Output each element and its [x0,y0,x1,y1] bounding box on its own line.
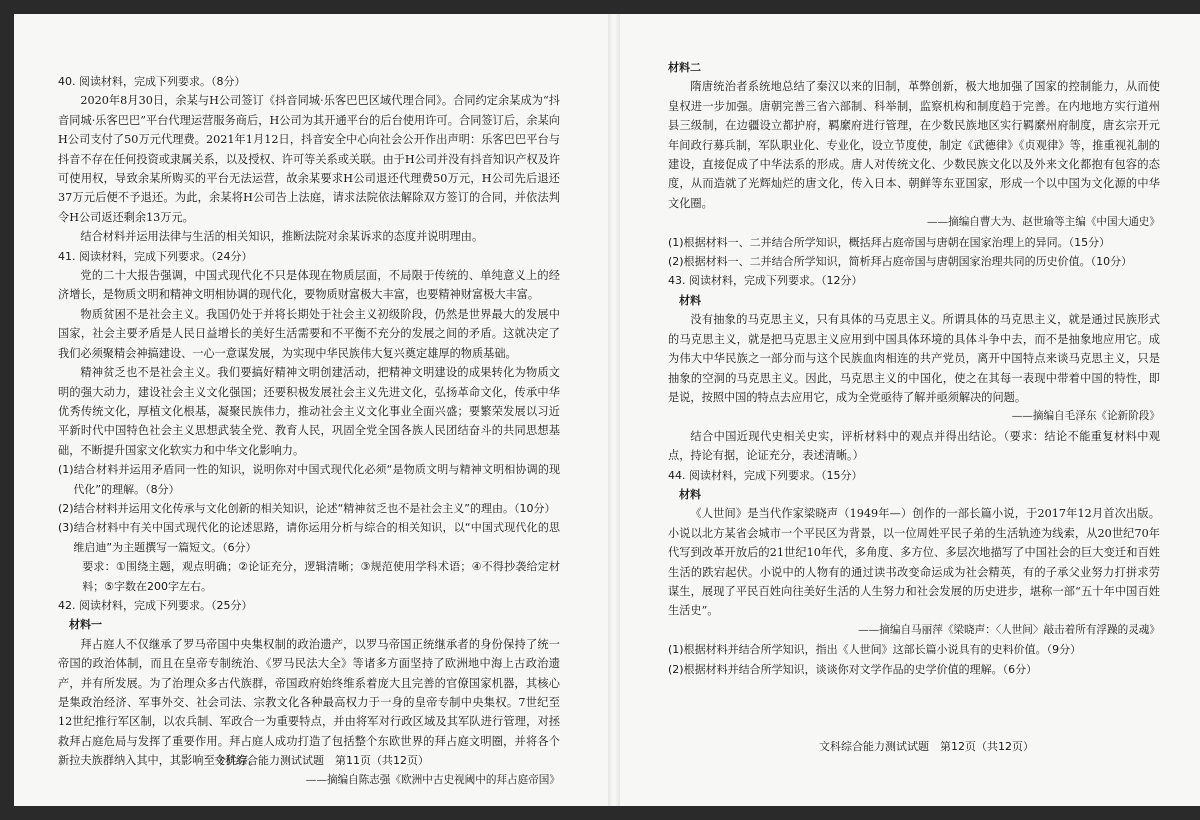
q44-material: 《人世间》是当代作家梁晓声（1949年—）创作的一部长篇小说，于2017年12月首次出版。小说以北方某省会城市一个平民区为背景，以一位周姓平民子弟的生活轨迹为线索，从20世纪70年代写到改革开放后的21世纪10年代，多角度、多方位、多层次地描写了中国社会的巨大变迁和百姓生活的跌宕起伏。小说中的人物有的通过读书改变命运成为社会精英，有的子承父业努力打拼求劳谋生，展现了平民百姓向往美好生活的人生努力和社会发展的历史进步，堪称一部“五十年中国百姓生活史”。 [668,507,1160,618]
page-12 [624,14,1200,806]
q41-sub-2: (2)结合材料并运用文化传承与文化创新的相关知识，论述“精神贫乏也不是社会主义”的理由。（10分） [58,501,556,515]
scan-border-left [0,0,14,820]
q42-material-2: 隋唐统治者系统地总结了秦汉以来的旧制，革弊创新，极大地加强了国家的控制能力，从而使皇权进一步加强。唐朝完善三省六部制、科举制，监察机构和制度趋于完善。在内地地方实行道州县三级制，在边疆设立都护府，羁縻府进行管理，在少数民族地区实行羁縻州府制度，唐玄宗开元年间政行募兵制，军队职业化、专业化，设立节度使，制定《武德律》《贞观律》等，推重视礼制的建设，直接促成了中华法系的形成。唐人对传统文化、少数民族文化以及外来文化都抱有包容的态度，从而造就了光辉灿烂的唐文化，传入日本、朝鲜等东亚国家，形成一个以中国为文化源的中华文化圈。 [668,80,1160,210]
q41-paragraph-1: 党的二十大报告强调，中国式现代化不只是体现在物质层面，不局限于传统的、单纯意义上的经济增长，是物质文明和精神文明相协调的现代化，要物质财富极大丰富，也要精神财富极大丰富。 [58,269,560,302]
page-12-footer: 文科综合能力测试试题 第12页（共12页） [819,740,1034,753]
q43-material-source: ——摘编自毛泽东《论新阶段》 [1011,410,1160,423]
q44-sub-1: (1)根据材料并结合所学知识，指出《人世间》这部长篇小说具有的史料价值。（9分） [668,643,1082,657]
page-gutter [608,14,620,806]
q44-sub-2: (2)根据材料并结合所学知识，谈谈你对文学作品的史学价值的理解。（6分） [668,662,1038,676]
q40-requirement: 结合材料并运用法律与生活的相关知识，推断法院对余某诉求的态度并说明理由。 [80,230,484,244]
q42-title: 42. 阅读材料，完成下列要求。（25分） [58,598,253,612]
scan-border-top [0,0,1200,14]
q42-material-1: 拜占庭人不仅继承了罗马帝国中央集权制的政治遗产，以罗马帝国正统继承者的身份保持了统一帝国的政治体制，而且在皇帝专制统治、《罗马民法大全》等诸多方面坚持了欧洲地中海上古政治遗产，并有所发展。为了治理众多古代族群，帝国政府始终维系着庞大且完善的官僚国家机器，其核心是集政治经济、军事外交、社会司法、宗教文化各种最高权力于一身的皇帝专制中央集权。7世纪至12世纪推行军区制，以农兵制、军政合一为重要特点，并由将军对行政区域及其军队进行管理，对拯救拜占庭危局与发挥了重要作用。拜占庭人成功打造了包括整个东欧世界的拜占庭文明圈，并将各个新拉夫族群纳入其中，其影响至今犹存。 [58,637,560,768]
q43-requirement: 结合中国近现代史相关史实，评析材料中的观点并得出结论。（要求：结论不能重复材料中观点，持论有据，论证充分，表述清晰。） [668,429,1160,463]
q42-sub-1: (1)根据材料一、二并结合所学知识，概括拜占庭帝国与唐朝在国家治理上的异同。（15分） [668,235,1111,249]
q41-title: 41. 阅读材料，完成下列要求。（24分） [58,249,253,263]
q42-material-1-label: 材料一 [69,618,102,632]
q42-sub-2: (2)根据材料一、二并结合所学知识，简析拜占庭帝国与唐朝国家治理共同的历史价值。（10分） [668,255,1133,269]
q44-material-label: 材料 [679,487,701,501]
scan-border-bottom [0,806,1200,820]
q43-material: 没有抽象的马克思主义，只有具体的马克思主义。所谓具体的马克思主义，就是通过民族形式的马克思主义，就是把马克思主义应用到中国具体环境的具体斗争中去，而不是抽象地应用它。成为伟大中华民族之一部分而与这个民族血肉相连的共产党员，离开中国特点来谈马克思主义，只是抽象的空洞的马克思主义。因此，马克思主义的中国化，使之在其每一表现中带着中国的特性，即是说，按照中国的特点去应用它，成为全党亟待了解并亟须解决的问题。 [668,313,1160,404]
q41-paragraph-3: 精神贫乏也不是社会主义。我们要搞好精神文明创建活动，把精神文明建设的成果转化为物质文明的强大动力，建设社会主义文化强国；还要积极发展社会主义先进文化，弘扬革命文化，传承中华优秀传统文化，厚植文化根基，凝聚民族伟力，推动社会主义文化事业全面兴盛；要繁荣发展以习近平新时代中国特色社会主义思想武装全党、教育人民，巩固全党全国各族人民团结奋斗的共同思想基础，不断提升国家文化软实力和中华文化影响力。 [58,366,560,457]
q43-title: 43. 阅读材料，完成下列要求。（12分） [668,274,863,288]
q44-title: 44. 阅读材料，完成下列要求。（15分） [668,468,863,482]
q40-title: 40. 阅读材料，完成下列要求。（8分） [58,75,246,88]
q42-material-2-source: ——摘编自曹大为、赵世瑜等主编《中国大通史》 [926,216,1160,229]
q41-sub-3-requirements: 要求：①围绕主题，观点明确；②论证充分，逻辑清晰；③规范使用学科术语；④不得抄袭给定材料；⑤字数在200字左右。 [82,560,560,593]
q44-material-source: ——摘编自马丽萍《梁晓声：〈人世间〉敲击着所有浮躁的灵魂》 [858,623,1160,636]
q40-material: 2020年8月30日，余某与H公司签订《抖音同城·乐客巴巴区域代理合同》。合同约定余某成为“抖音同城·乐客巴巴”平台代理运营服务商后，H公司为其开通平台的后台使用许可。合同签订后，余某向H公司支付了50万元代理费。2021年1月12日，抖音安全中心向社会公开作出声明：乐客巴巴平台与抖音不存在任何投资或隶属关系，以及授权、许可等关系或关联。由于H公司并没有抖音知识产权及许可使用权，导致余某所购买的平台无法运营，故余某要求H公司退还代理费50万元，H公司先后退还37万元后便不予退还。为此，余某将H公司告上法庭，请求法院依法解除双方签订的合同，并依法判令H公司返还剩余13万元。 [58,94,561,224]
page-11-footer: 文科综合能力测试试题 第11页（共12页） [214,754,429,767]
page-11 [14,14,604,806]
q42-material-1-source: ——摘编自陈志强《欧洲中古史视阈中的拜占庭帝国》 [305,773,560,786]
q43-material-label: 材料 [679,293,701,307]
exam-spread [14,14,1200,806]
q41-sub-3: (3)结合材料中有关中国式现代化的论述思路，请你运用分析与综合的相关知识，以“中国式现代化的思维启迪”为主题撰写一篇短文。（6分） [58,521,560,554]
q41-sub-1: (1)结合材料并运用矛盾同一性的知识，说明你对中国式现代化必须“是物质文明与精神文明相协调的现代化”的理解。（8分） [58,463,560,496]
q41-paragraph-2: 物质贫困不是社会主义。我国仍处于并将长期处于社会主义初级阶段，仍然是世界最大的发展中国家，社会主要矛盾是人民日益增长的美好生活需要和不平衡不充分的发展之间的矛盾。这就决定了我们必须聚精会神搞建设、一心一意谋发展，为实现中华民族伟大复兴奠定雄厚的物质基础。 [58,307,560,360]
q42-material-2-label: 材料二 [668,61,701,74]
